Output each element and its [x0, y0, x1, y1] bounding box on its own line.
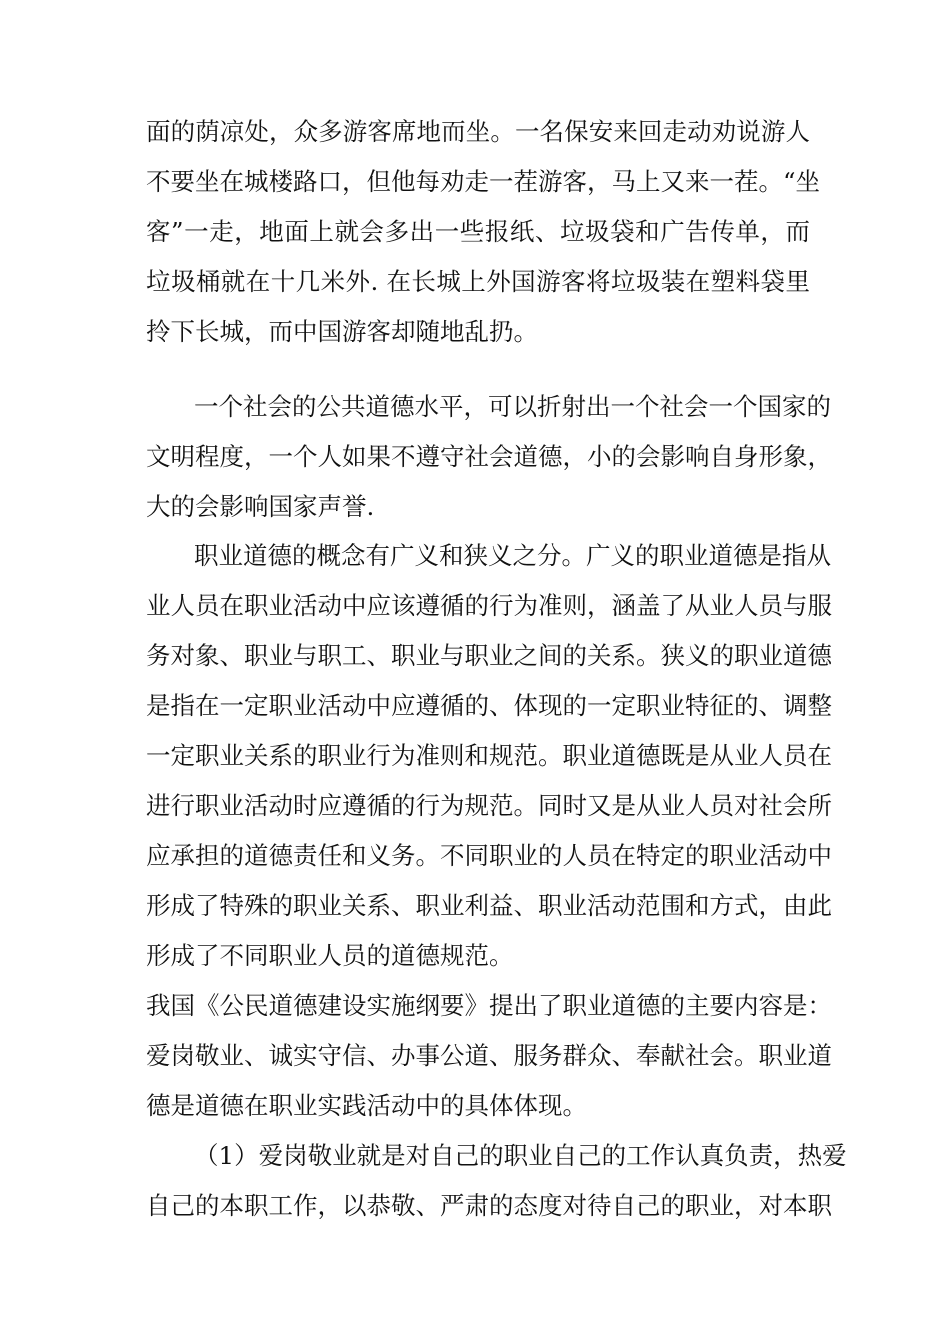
paragraph-2-line-1: 一个社会的公共道德水平，可以折射出一个社会一个国家的 — [194, 392, 831, 421]
paragraph-1-line-3: 客”一走，地面上就会多出一些报纸、垃圾袋和广告传单，而 — [146, 217, 810, 246]
paragraph-4-line-1: 我国《公民道德建设实施纲要》提出了职业道德的主要内容是： — [146, 991, 832, 1020]
paragraph-3-line-8: 形成了特殊的职业关系、职业利益、职业活动范围和方式，由此 — [146, 891, 832, 920]
paragraph-1-line-2: 不要坐在城楼路口，但他每劝走一茬游客，马上又来一茬。“坐 — [146, 167, 821, 196]
paragraph-3-line-4: 是指在一定职业活动中应遵循的、体现的一定职业特征的、调整 — [146, 691, 832, 720]
paragraph-1-line-1: 面的荫凉处，众多游客席地而坐。一名保安来回走动劝说游人 — [146, 117, 810, 146]
paragraph-3-line-9: 形成了不同职业人员的道德规范。 — [146, 941, 514, 970]
paragraph-3-line-7: 应承担的道德责任和义务。不同职业的人员在特定的职业活动中 — [146, 841, 832, 870]
paragraph-5-line-1: （1）爱岗敬业就是对自己的职业自己的工作认真负责，热爱 — [194, 1141, 847, 1170]
paragraph-1-line-4: 垃圾桶就在十几米外. 在长城上外国游客将垃圾装在塑料袋里 — [146, 267, 810, 296]
paragraph-5-line-2: 自己的本职工作，以恭敬、严肃的态度对待自己的职业，对本职 — [146, 1191, 832, 1220]
paragraph-2-line-2: 文明程度，一个人如果不遵守社会道德，小的会影响自身形象， — [146, 442, 832, 471]
paragraph-4-line-2: 爱岗敬业、诚实守信、办事公道、服务群众、奉献社会。职业道 — [146, 1041, 832, 1070]
paragraph-3-line-1: 职业道德的概念有广义和狭义之分。广义的职业道德是指从 — [194, 541, 831, 570]
paragraph-4-line-3: 德是道德在职业实践活动中的具体体现。 — [146, 1091, 587, 1120]
paragraph-3-line-5: 一定职业关系的职业行为准则和规范。职业道德既是从业人员在 — [146, 741, 832, 770]
paragraph-1-line-5: 拎下长城，而中国游客却随地乱扔。 — [146, 317, 538, 346]
paragraph-3-line-6: 进行职业活动时应遵循的行为规范。同时又是从业人员对社会所 — [146, 791, 832, 820]
paragraph-2-line-3: 大的会影响国家声誉. — [146, 492, 375, 521]
paragraph-3-line-3: 务对象、职业与职工、职业与职业之间的关系。狭义的职业道德 — [146, 641, 832, 670]
paragraph-3-line-2: 业人员在职业活动中应该遵循的行为准则，涵盖了从业人员与服 — [146, 591, 832, 620]
